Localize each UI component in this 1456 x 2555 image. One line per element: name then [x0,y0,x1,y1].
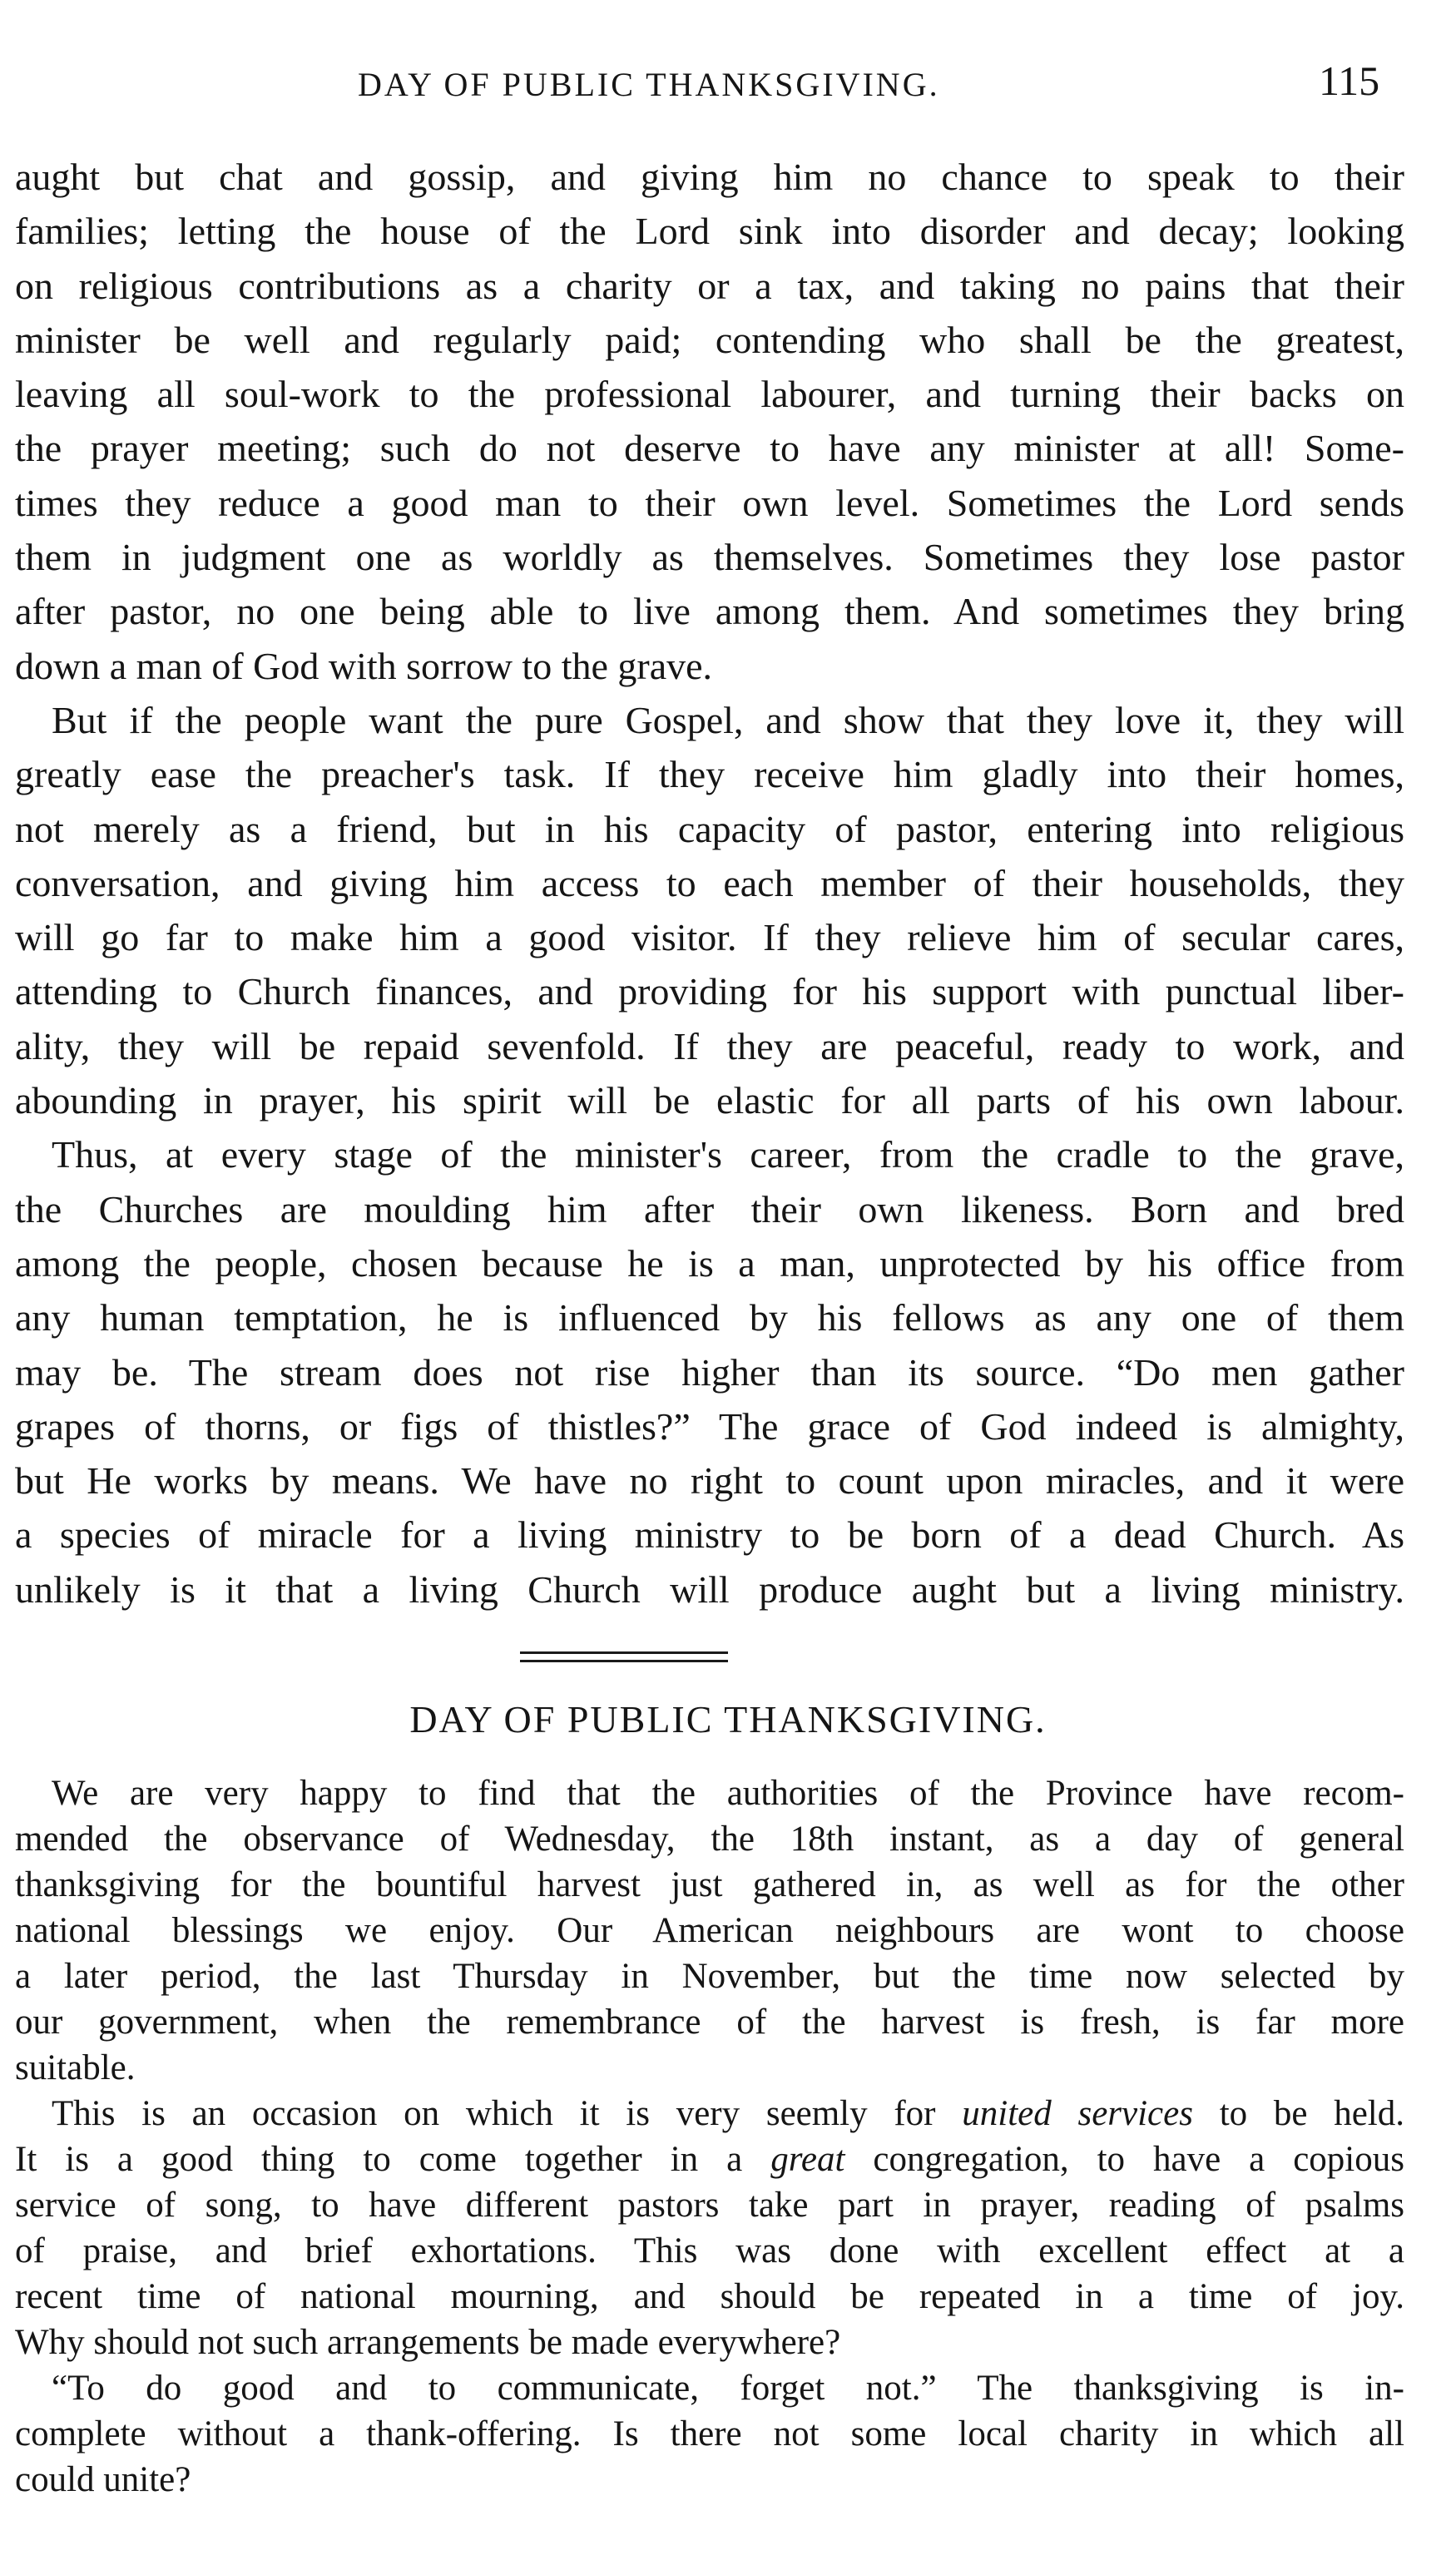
body-line: Why should not such arrangements be made everywhere? [15,2323,841,2362]
body-line: our government, when the remembrance of the harvest is fresh, is far more [15,2003,1404,2042]
body-line: minister be well and regularly paid; contending who shall be the greatest, [15,318,1404,361]
body-line: them in judgment one as worldly as themselves. Sometimes they lose pastor [15,536,1404,579]
body-line: unlikely is it that a living Church will produce aught but a living ministry. [15,1567,1404,1611]
running-head [0,57,1456,115]
body-line: But if the people want the pure Gospel, and show that they love it, they will [52,698,1404,741]
body-line: “To do good and to communicate, forget not.” The thanksgiving is in- [52,2369,1404,2408]
body-text: to be held. [1192,2094,1404,2133]
body-line: abounding in prayer, his spirit will be elastic for all parts of his own labour. [15,1079,1404,1122]
divider-rule [520,1660,728,1662]
body-line: times they reduce a good man to their own level. Sometimes the Lord sends [15,481,1404,524]
body-line: a species of miracle for a living ministry to be born of a dead Church. As [15,1513,1404,1557]
body-line: suitable. [15,2048,136,2087]
body-line: the Churches are moulding him after their own likeness. Born and bred [15,1187,1404,1230]
body-line [15,2137,1404,2182]
body-line: service of song, to have different pastors take part in prayer, reading of psalms [15,2186,1404,2225]
body-line: mended the observance of Wednesday, the 18th instant, as a day of general [15,1820,1404,1859]
body-line: greatly ease the preacher's task. If they receive him gladly into their homes, [15,753,1404,796]
body-line: conversation, and giving him access to each member of their households, they [15,861,1404,904]
article-thanksgiving [15,1770,1404,2503]
body-line: down a man of God with sorrow to the grave. [15,644,713,687]
body-line: national blessings we enjoy. Our American neighbours are wont to choose [15,1911,1404,1950]
body-line: attending to Church finances, and providing for his support with punctual liber- [15,970,1404,1013]
body-line: after pastor, no one being able to live among them. And sometimes they bring [15,590,1404,633]
body-line: any human temptation, he is influenced by his fellows as any one of them [15,1296,1404,1339]
emphasis-text: great [770,2140,845,2179]
divider-rule [520,1651,728,1654]
body-text: It is a good thing to come together in a [15,2140,771,2179]
page-number: 115 [1319,57,1380,104]
body-line: families; letting the house of the Lord sink into disorder and decay; looking [15,210,1404,253]
body-line [15,2091,1404,2137]
body-line: complete without a thank-offering. Is there not some local charity in which all [15,2414,1404,2453]
body-line: a later period, the last Thursday in November, but the time now selected by [15,1957,1404,1996]
body-line: but He works by means. We have no right to count upon miracles, and it were [15,1459,1404,1503]
body-line: recent time of national mourning, and should be repeated in a time of joy. [15,2277,1404,2316]
body-line: Thus, at every stage of the minister's career, from the cradle to the grave, [52,1133,1404,1176]
body-line: among the people, chosen because he is a man, unprotected by his office from [15,1241,1404,1285]
body-line: may be. The stream does not rise higher than its source. “Do men gather [15,1350,1404,1394]
body-line: thanksgiving for the bountiful harvest just gathered in, as well as for the other [15,1865,1404,1904]
body-line: could unite? [15,2460,191,2499]
body-line: will go far to make him a good visitor. If they relieve him of secular cares, [15,916,1404,959]
body-line: the prayer meeting; such do not deserve to have any minister at all! Some- [15,427,1404,470]
body-line: on religious contributions as a charity or a tax, and taking no pains that their [15,264,1404,307]
section-heading: DAY OF PUBLIC THANKSGIVING. [409,1698,1047,1740]
body-line: We are very happy to find that the authorities of the Province have recom- [52,1774,1404,1813]
body-line: of praise, and brief exhortations. This was done with excellent effect at a [15,2231,1404,2270]
body-line: aught but chat and gossip, and giving him no chance to speak to their [15,156,1404,198]
body-line: grapes of thorns, or figs of thistles?” The grace of God indeed is almighty, [15,1404,1404,1448]
body-text: This is an occasion on which it is very seemly for [52,2094,963,2133]
body-text: congregation, to have a copious [844,2140,1404,2179]
section-divider [520,1651,728,1665]
emphasis-text: united services [962,2094,1193,2133]
body-line: ality, they will be repaid sevenfold. If they are peaceful, ready to work, and [15,1024,1404,1067]
body-line: leaving all soul-work to the professional labourer, and turning their backs on [15,373,1404,416]
article-continuation [15,150,1404,1617]
running-title: DAY OF PUBLIC THANKSGIVING. [358,66,940,103]
body-line: not merely as a friend, but in his capacity of pastor, entering into religious [15,807,1404,850]
